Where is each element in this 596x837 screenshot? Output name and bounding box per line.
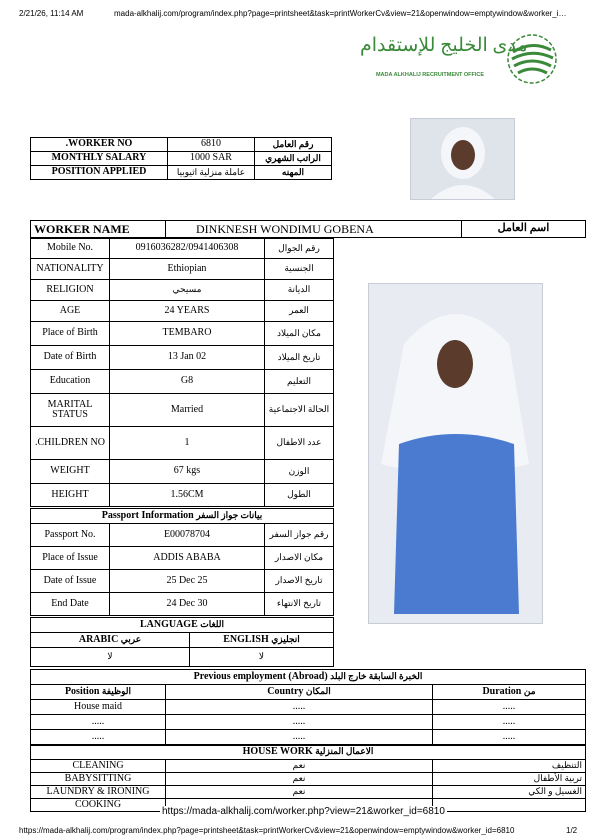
housework-value: نعم [166, 786, 433, 799]
detail-value: 67 kgs [110, 460, 265, 484]
print-datetime: 2/21/26, 11:14 AM [19, 9, 84, 18]
summary-value: 6810 [168, 138, 255, 152]
detail-row [31, 280, 334, 301]
housework-title-cell [31, 746, 586, 760]
employment-duration: ..... [433, 700, 586, 715]
worker-name-table [30, 220, 586, 238]
passport-value: 25 Dec 25 [110, 570, 265, 593]
detail-label: AGE [31, 301, 110, 322]
employment-title: Previous employment (Abroad) [193, 670, 328, 682]
col-country-label: Country [267, 685, 304, 697]
col-duration-label-ar: من [523, 685, 536, 696]
summary-label: POSITION APPLIED [31, 166, 168, 180]
col-position-label: Position [64, 685, 100, 697]
detail-label-ar: مكان الميلاد [265, 322, 334, 346]
logo-english-name: MADA ALKHALIJ RECRUITMENT OFFICE [375, 72, 485, 78]
employment-row [31, 715, 586, 730]
detail-label-ar: عدد الاطفال [265, 427, 334, 460]
passport-row [31, 547, 334, 570]
detail-label: Place of Birth [31, 322, 110, 346]
detail-label-ar: الوزن [265, 460, 334, 484]
language-arabic-label-ar: عربي [120, 633, 142, 644]
passport-label-ar: رقم جواز السفر [265, 524, 334, 547]
housework-label: CLEANING [31, 760, 166, 773]
housework-label: COOKING [31, 799, 166, 812]
detail-label: RELIGION [31, 280, 110, 301]
language-table [30, 617, 334, 667]
print-header-url: mada-alkhalij.com/program/index.php?page=printsheet&task=printWorkerCv&view=21&openwindow=emptywindow&worker_i… [114, 9, 567, 18]
detail-row [31, 259, 334, 280]
housework-label-ar: الغسيل و الكي [433, 786, 586, 799]
employment-col-duration [433, 685, 586, 700]
housework-label-ar: التنظيف [433, 760, 586, 773]
housework-title: HOUSE WORK [242, 746, 313, 758]
summary-row [31, 138, 332, 152]
print-page-number: 1/2 [566, 826, 578, 835]
logo-emblem-icon [505, 32, 560, 87]
detail-label: Education [31, 370, 110, 394]
detail-value: 0916036282/0941406308 [110, 239, 265, 259]
detail-row [31, 427, 334, 460]
passport-title: Passport Information [101, 509, 194, 521]
worker-page-link[interactable]: https://mada-alkhalij.com/worker.php?view=21&worker_id=6810 [162, 806, 445, 817]
col-duration-label: Duration [482, 685, 522, 697]
detail-row [31, 460, 334, 484]
passport-row [31, 524, 334, 547]
person-icon [369, 284, 542, 623]
detail-row [31, 394, 334, 427]
passport-value: E00078704 [110, 524, 265, 547]
worker-name-label: WORKER NAME [31, 221, 166, 238]
details-table [30, 238, 334, 507]
worker-photo-small [410, 118, 515, 200]
passport-label-ar: مكان الاصدار [265, 547, 334, 570]
detail-row [31, 484, 334, 507]
employment-table [30, 669, 586, 745]
detail-row [31, 301, 334, 322]
detail-row [31, 370, 334, 394]
language-english-value: لا [190, 648, 334, 667]
employment-title-cell [31, 670, 586, 685]
housework-table [30, 745, 586, 812]
detail-label-ar: الحالة الاجتماعية [265, 394, 334, 427]
employment-duration: ..... [433, 715, 586, 730]
detail-label: Date of Birth [31, 346, 110, 370]
employment-country: ..... [166, 700, 433, 715]
employment-duration: ..... [433, 730, 586, 745]
summary-row [31, 152, 332, 166]
employment-title-ar: الخبرة السابقة خارج البلد [330, 670, 423, 681]
col-country-label-ar: المكان [305, 685, 331, 696]
detail-row [31, 346, 334, 370]
summary-label-ar: المهنه [255, 166, 332, 180]
passport-label: Passport No. [31, 524, 110, 547]
passport-title-ar: بيانات جواز السفر [196, 509, 263, 520]
detail-label-ar: رقم الجوال [265, 239, 334, 259]
passport-label: End Date [31, 593, 110, 616]
employment-position: ..... [31, 715, 166, 730]
housework-row [31, 760, 586, 773]
detail-value: Married [110, 394, 265, 427]
summary-value: 1000 SAR [168, 152, 255, 166]
housework-title-ar: الاعمال المنزلية [315, 746, 374, 757]
worker-photo-large [368, 283, 543, 624]
summary-label-ar: الراتب الشهري [255, 152, 332, 166]
passport-label-ar: تاريخ الاصدار [265, 570, 334, 593]
housework-value: نعم [166, 773, 433, 786]
detail-label: MARITAL STATUS [31, 394, 110, 427]
passport-value: ADDIS ABABA [110, 547, 265, 570]
detail-label-ar: تاريخ الميلاد [265, 346, 334, 370]
detail-label: Mobile No. [31, 239, 110, 259]
worker-name-label-ar: اسم العامل [462, 221, 586, 238]
detail-label: WEIGHT [31, 460, 110, 484]
employment-country: ..... [166, 730, 433, 745]
housework-label-ar [433, 799, 586, 812]
detail-row [31, 322, 334, 346]
summary-label-ar: رقم العامل [255, 138, 332, 152]
housework-row [31, 773, 586, 786]
employment-position: House maid [31, 700, 166, 715]
detail-label: NATIONALITY [31, 259, 110, 280]
passport-table [30, 508, 334, 616]
summary-label: MONTHLY SALARY [31, 152, 168, 166]
detail-label-ar: العمر [265, 301, 334, 322]
passport-value: 24 Dec 30 [110, 593, 265, 616]
language-title-ar: اللغات [200, 618, 225, 629]
passport-label: Date of Issue [31, 570, 110, 593]
detail-value: 1.56CM [110, 484, 265, 507]
detail-value: Ethiopian [110, 259, 265, 280]
housework-label: LAUNDRY & IRONING [31, 786, 166, 799]
employment-position: ..... [31, 730, 166, 745]
employment-row [31, 700, 586, 715]
employment-col-position [31, 685, 166, 700]
employment-col-country [166, 685, 433, 700]
housework-label: BABYSITTING [31, 773, 166, 786]
detail-label-ar: التعليم [265, 370, 334, 394]
detail-label: .CHILDREN NO [31, 427, 110, 460]
language-title-cell [31, 618, 334, 633]
housework-value: نعم [166, 760, 433, 773]
detail-label-ar: الطول [265, 484, 334, 507]
detail-value: 13 Jan 02 [110, 346, 265, 370]
passport-title-cell [31, 509, 334, 524]
detail-value: G8 [110, 370, 265, 394]
employment-country: ..... [166, 715, 433, 730]
worker-name-value: DINKNESH WONDIMU GOBENA [166, 221, 462, 238]
passport-label: Place of Issue [31, 547, 110, 570]
detail-label-ar: الجنسية [265, 259, 334, 280]
summary-row [31, 166, 332, 180]
detail-value: 1 [110, 427, 265, 460]
employment-row [31, 730, 586, 745]
detail-value: TEMBARO [110, 322, 265, 346]
detail-label-ar: الديانة [265, 280, 334, 301]
language-english-header [190, 633, 334, 648]
company-logo [360, 30, 560, 90]
person-icon [411, 119, 514, 199]
housework-row [31, 786, 586, 799]
language-title: LANGUAGE [139, 618, 198, 630]
summary-table [30, 137, 332, 180]
summary-label: .WORKER NO [31, 138, 168, 152]
passport-row [31, 593, 334, 616]
print-footer-url: https://mada-alkhalij.com/program/index.php?page=printsheet&task=printWorkerCv&view=21&openwindow=emptywindow&worker_id=6810 [19, 826, 515, 835]
detail-label: HEIGHT [31, 484, 110, 507]
language-arabic-label: ARABIC [78, 633, 119, 645]
housework-label-ar: تربية الأطفال [433, 773, 586, 786]
language-arabic-header [31, 633, 190, 648]
language-arabic-value: لا [31, 648, 190, 667]
col-position-label-ar: الوظيفة [101, 685, 132, 696]
language-english-label: ENGLISH [223, 633, 269, 645]
summary-value: عاملة منزلية اثيوبيا [168, 166, 255, 180]
language-english-label-ar: انجليزي [271, 633, 300, 644]
detail-value: 24 YEARS [110, 301, 265, 322]
detail-value: مسيحي [110, 280, 265, 301]
passport-label-ar: تاريخ الانتهاء [265, 593, 334, 616]
logo-arabic-name: مدى الخليج للإستقدام [360, 35, 528, 56]
passport-row [31, 570, 334, 593]
detail-row [31, 239, 334, 259]
